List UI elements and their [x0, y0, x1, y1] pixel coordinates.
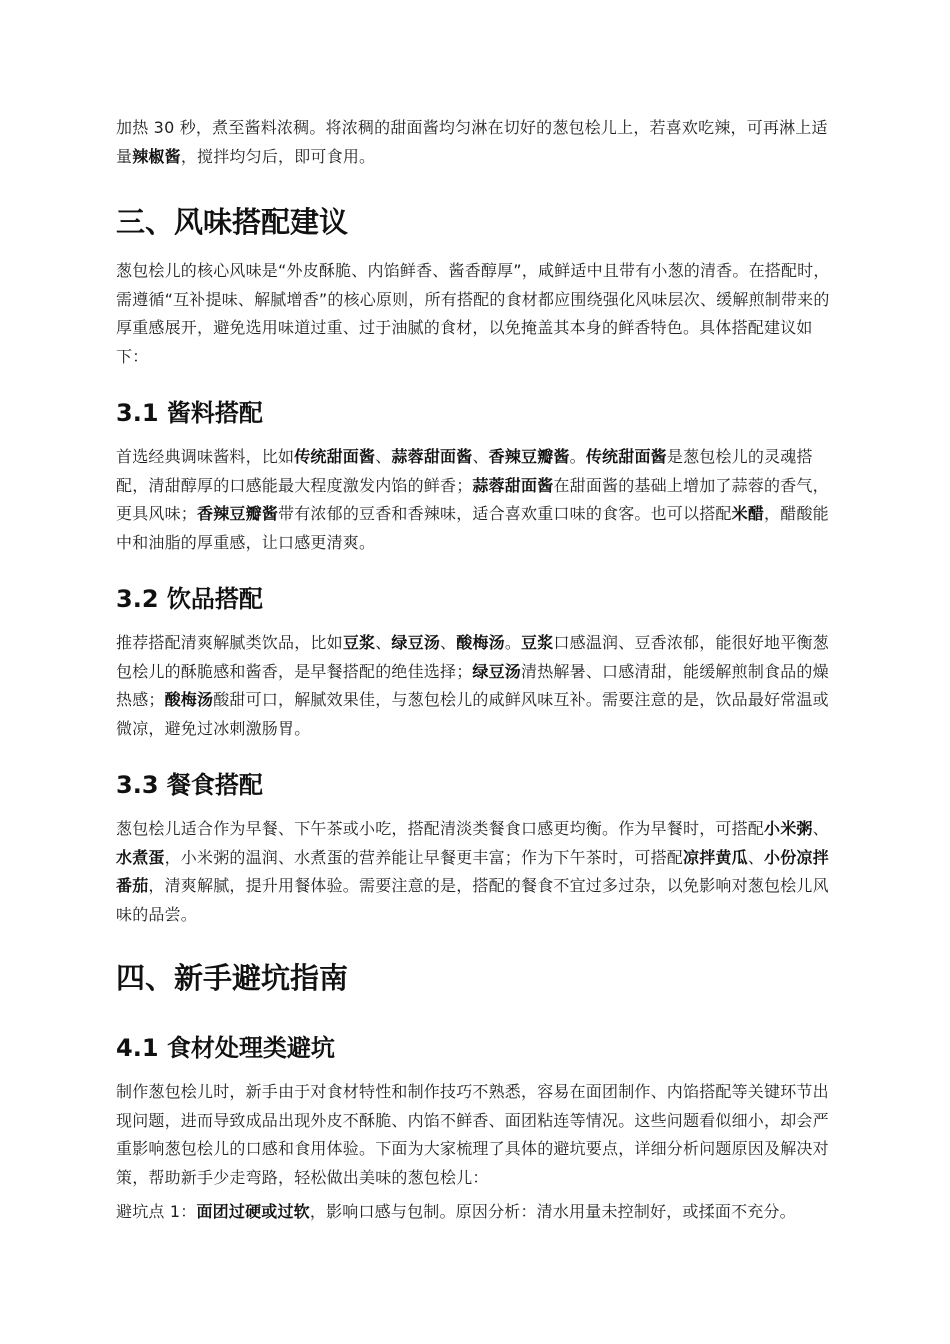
bold-term: 传统甜面酱 [294, 447, 376, 466]
text-run: 、 [375, 633, 392, 652]
text-run: ，醋酸能中和油脂的厚重感，让口感更清爽。 [116, 504, 829, 552]
section-3-1-heading: 3.1 酱料搭配 [116, 399, 263, 427]
bold-term: 酸梅汤 [456, 633, 505, 652]
section-3-3-heading: 3.3 餐食搭配 [116, 771, 263, 799]
section-4-1-heading: 4.1 食材处理类避坑 [116, 1034, 335, 1062]
text-run: 、 [472, 447, 489, 466]
section-4-heading: 四、新手避坑指南 [116, 961, 349, 995]
section-3-heading: 三、风味搭配建议 [116, 205, 349, 239]
bold-term: 米醋 [731, 504, 765, 523]
text-run: 葱包桧儿适合作为早餐、下午茶或小吃，搭配清淡类餐食口感更均衡。作为早餐时，可搭配 [116, 819, 765, 838]
text-run: 。 [504, 633, 522, 652]
text-run: 葱包桧儿的核心风味是“外皮酥脆、内馅鲜香、酱香醇厚”，咸鲜适中且带有小葱的清香。在搭配时，需遵循“互补提味、解腻增香”的核心原则，所有搭配的食材都应围绕强化风味层次、缓解煎制带来的厚重感展开，避免选用味道过重、过于油腻的食材，以免掩盖其本身的鲜香特色。具体搭配建议如下： [116, 261, 830, 366]
text-run: ，搅拌均匀后，即可食用。 [180, 146, 376, 166]
section-3-2-paragraph [116, 629, 838, 743]
text-run: 、 [747, 847, 765, 867]
bold-term: 面团过硬或过软 [196, 1202, 310, 1221]
bold-term: 香辣豆瓣酱 [197, 504, 279, 523]
text-run: 、 [812, 819, 829, 838]
text-run: 酸甜可口，解腻效果佳，与葱包桧儿的咸鲜风味互补。需要注意的是，饮品最好常温或微凉，避免过冰刺激肠胃。 [116, 690, 829, 738]
text-run: ，小米粥的温润、水煮蛋的营养能让早餐更丰富；作为下午茶时，可搭配 [164, 847, 684, 867]
text-run: 是葱包桧儿的灵魂搭配，清甜醇厚的口感能最大程度激发内馅的鲜香； [116, 447, 813, 495]
text-run: 制作葱包桧儿时，新手由于对食材特性和制作技巧不熟悉，容易在面团制作、内馅搭配等关键环节出现问题，进而导致成品出现外皮不酥脆、内馅不鲜香、面团粘连等情况。这些问题看似细小，却会严重影响葱包桧儿的口感和食用体验。下面为大家梳理了具体的避坑要点，详细分析问题原因及解决对策，帮助新手少走弯路，轻松做出美味的葱包桧儿： [116, 1082, 829, 1187]
text-run: 口感温润、豆香浓郁，能很好地平衡葱包桧儿的酥脆感和酱香，是早餐搭配的绝佳选择； [116, 633, 829, 681]
bold-term: 凉拌黄瓜 [683, 847, 748, 867]
text-run: 带有浓郁的豆香和香辣味，适合喜欢重口味的食客。也可以搭配 [278, 504, 732, 523]
section-3-paragraph [116, 257, 838, 371]
bold-term: 传统甜面酱 [585, 447, 667, 466]
text-run: 避坑点 1： [116, 1202, 197, 1221]
text-run: ，清爽解腻，提升用餐体验。需要注意的是，搭配的餐食不宜过多过杂，以免影响对葱包桧儿风味的品尝。 [116, 876, 829, 924]
text-run: 、 [440, 633, 457, 652]
section-4-1-paragraph [116, 1078, 838, 1192]
bold-term: 小份凉拌番茄 [116, 847, 829, 895]
bold-term: 豆浆 [342, 633, 376, 652]
text-run: 在甜面酱的基础上增加了蒜蓉的香气，更具风味； [116, 475, 829, 523]
text-run: 推荐搭配清爽解腻类饮品，比如 [116, 633, 343, 652]
bold-term: 豆浆 [521, 633, 554, 652]
bold-term: 水煮蛋 [116, 847, 165, 867]
bold-term: 辣椒酱 [132, 146, 181, 166]
bold-term: 香辣豆瓣酱 [488, 447, 570, 466]
bold-term: 小米粥 [764, 819, 813, 838]
text-run: 清热解暑、口感清甜，能缓解煎制食品的燥热感； [116, 661, 829, 709]
bold-term: 绿豆汤 [472, 661, 522, 681]
text-run: 加热 30 秒，煮至酱料浓稠。将浓稠的甜面酱均匀淋在切好的葱包桧儿上，若喜欢吃辣，可再淋上适量 [116, 118, 828, 166]
text-run: 。 [569, 447, 586, 466]
section-3-2-heading: 3.2 饮品搭配 [116, 585, 263, 613]
section-3-3-paragraph [116, 815, 838, 929]
text-run: ，影响口感与包制。原因分析：清水用量未控制好，或揉面不充分。 [309, 1202, 796, 1221]
section-3-1-paragraph [116, 443, 838, 557]
bold-term: 蒜蓉甜面酱 [391, 447, 473, 466]
pitfall-1-paragraph [116, 1198, 838, 1227]
bold-term: 酸梅汤 [164, 690, 214, 709]
intro-paragraph [116, 114, 838, 171]
text-run: 、 [375, 447, 392, 466]
bold-term: 蒜蓉甜面酱 [472, 475, 554, 495]
text-run: 首选经典调味酱料，比如 [116, 447, 295, 466]
bold-term: 绿豆汤 [391, 633, 441, 652]
